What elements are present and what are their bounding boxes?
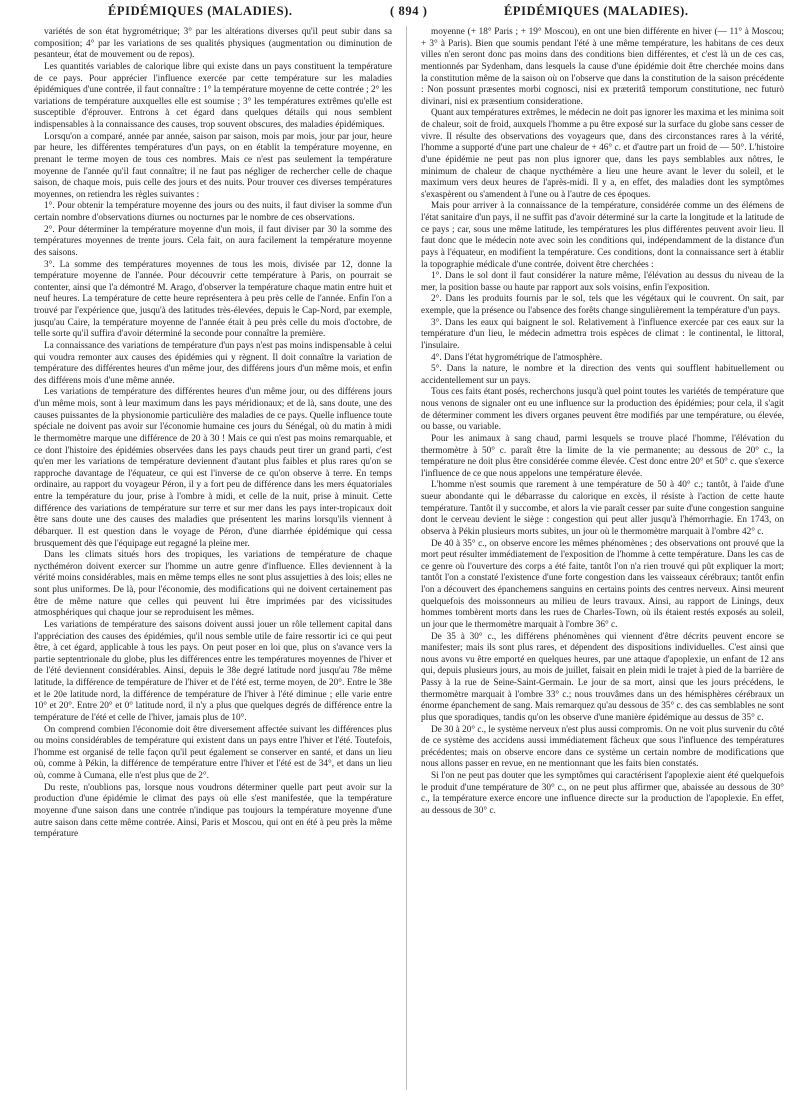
paragraph: La connaissance des variations de température d'un pays n'est pas moins indispensable à celui qui voudra remonter aux causes des épidémies qui y règnent. Il doit connaître la variation de température des différentes heures d'un même jour, des différens jours d'un même mois, et enfin des différens mois d'une même année. bbox=[34, 340, 392, 386]
paragraph: Les variations de température des saisons doivent aussi jouer un rôle tellement capital dans l'appréciation des causes des épidémies, qu'il nous semble utile de faire ressortir ici ce qui peut être, à cet égard, applicable à tous les pays. On peut poser en loi que, plus on s'avance vers la partie septentrionale du globe, plus les différences entre les températures moyennes de l'hiver et de l'été deviennent considérables. Ainsi, depuis le 38e degré latitude nord jusqu'au 78e même latitude, la différence de température de l'hiver et de l'été est, terme moyen, de 20°. Entre le 38e et le 20e latitude nord, la différence de température de l'hiver à l'été diminue ; elle varie entre 10° et 20°. Entre 20° et 0° latitude nord, il n'y a plus que quelques degrés de différence entre la température de l'été et celle de l'hiver, jamais plus de 10°. bbox=[34, 619, 392, 723]
paragraph: 3°. Dans les eaux qui baignent le sol. Relativement à l'influence exercée par ces eaux sur la température d'un lieu, le médecin admettra trois espèces de climat : le continental, le littoral, l'insulaire. bbox=[421, 317, 784, 351]
column-divider bbox=[406, 26, 407, 1090]
header-left-title: ÉPIDÉMIQUES (MALADIES). bbox=[108, 4, 293, 18]
paragraph: moyenne (+ 18° Paris ; + 19° Moscou), en ont une bien différente en hiver (— 11° à Moscou; + 3° à Paris). Bien que soumis pendant l'été à une même température, les habitans de ces deux villes n'en seront donc pas moins dans des conditions bien différentes, et c'est là un de ces cas, mentionnés par Sydenham, dans lesquels la cause d'une épidémie doit être cherchée moins dans la constitution même de la saison où on l'observe que dans la constitution de la saison précédente : Non possunt præsentes morbi cognosci, nisi ex præteritâ temporum constitutione, nec futurò divinari, nisi ex præsentium consideratione. bbox=[421, 27, 784, 107]
header-right-title: ÉPIDÉMIQUES (MALADIES). bbox=[504, 4, 689, 18]
left-column bbox=[34, 27, 392, 1089]
paragraph: On comprend combien l'économie doit être diversement affectée suivant les différences plus ou moins considérables de température qui existent dans un pays entre l'hiver et l'été. Toutefois, l'homme est organisé de telle façon qu'il peut également se conserver en santé, et dans un lieu où, comme à Pékin, la différence de température entre l'hiver et l'été est de 34°, et dans un lieu où, comme à Cumana, elle n'est plus que de 2°. bbox=[34, 724, 392, 781]
paragraph: 3°. La somme des températures moyennes de tous les mois, divisée par 12, donne la température moyenne de l'année. Pour découvrir cette température à Paris, on pourrait se contenter, ainsi que l'a démontré M. Arago, d'observer la température chaque matin entre huit et neuf heures. La température de cette heure représentera à peu près celle de l'année. Enfin l'on a trouvé par l'expérience que, jusqu'à des latitudes très-élevées, depuis le Cap-Nord, par exemple, jusqu'au Caire, la température moyenne de l'année était à peu près celle du mois d'octobre, de telle sorte qu'il suffira d'avoir déterminé la seconde pour connaître la première. bbox=[34, 259, 392, 340]
paragraph: 1°. Dans le sol dont il faut considérer la nature même, l'élévation au dessus du niveau de la mer, la position basse ou haute par rapport aux sols voisins, enfin l'exposition. bbox=[421, 271, 784, 293]
page-number: ( 894 ) bbox=[390, 4, 428, 18]
paragraph: 1°. Pour obtenir la température moyenne des jours ou des nuits, il faut diviser la somme d'un certain nombre d'observations diurnes ou nocturnes par le nombre de ces observations. bbox=[34, 201, 392, 223]
paragraph: Dans les climats situés hors des tropiques, les variations de température de chaque nycthéméron doivent exercer sur l'homme un autre genre d'influence. Elles deviennent à la vérité moins considérables, mais en même temps elles ne sont plus assujetties à des lois; elles ne sont plus uniformes. De là, pour l'économie, des modifications qui ne doivent certainement pas être de même nature que celles qui peuvent lui être imprimées par des vicissitudes atmosphériques qui chaque jour se reproduisent les mêmes. bbox=[34, 550, 392, 619]
paragraph: Du reste, n'oublions pas, lorsque nous voudrons déterminer quelle part peut avoir sur la production d'une épidémie le climat des pays où elle s'est manifestée, que la température moyenne d'une saison dans une contrée n'indique pas toujours la température moyenne d'une autre saison dans cette même contrée. Ainsi, Paris et Moscou, qui ont en été à peu près la même température bbox=[34, 782, 392, 840]
paragraph: De 30 à 20° c., le système nerveux n'est plus aussi compromis. On ne voit plus survenir du côté de ce système des accidens aussi immédiatement fâcheux que sous l'influence des températures précédentes; mais on observe encore dans ce système un certain nombre de modifications que nous allons passer en revue, en ne mentionnant que les faits bien constatés. bbox=[421, 724, 784, 770]
paragraph: Mais pour arriver à la connaissance de la température, considérée comme un des élémens de l'état sanitaire d'un pays, il ne suffit pas d'avoir déterminé sur la carte la longitude et la latitude de ce pays ; car, sous une même latitude, les températures les plus différentes peuvent avoir lieu. Il faut donc que le médecin note avec soin les conditions qui, indépendamment de la distance d'un pays à l'équateur, en modifient la température. Ces conditions, dont la connaissance sert à établir la topographie médicale d'une contrée, doivent être cherchées : bbox=[421, 201, 784, 270]
paragraph: Quant aux températures extrêmes, le médecin ne doit pas ignorer les maxima et les minima soit de chaleur, soit de froid, auxquels l'homme a pu être exposé sur la surface du globe sans cesser de vivre. Il résulte des observations des voyageurs que, dans des circonstances rares à la vérité, l'homme a supporté d'une part une chaleur de + 46° c. et d'autre part un froid de — 50°. L'histoire d'une épidémie ne peut pas non plus ignorer que, dans les pays semblables aux nôtres, le minimum de chaleur de chaque nycthémère a lieu une heure avant le lever du soleil, et le maximum vers deux heures de l'après-midi. Il y a, en effet, des maladies dont les symptômes s'exaspèrent ou s'amendent à l'une ou à l'autre de ces époques. bbox=[421, 108, 784, 200]
paragraph: variétés de son état hygrométrique; 3° par les altérations diverses qu'il peut subir dans sa composition; 4° par les variations de ses qualités physiques (augmentation ou diminution de pesanteur, état de mouvement ou de repos). bbox=[34, 27, 392, 61]
running-header bbox=[0, 4, 800, 20]
paragraph: 5°. Dans la nature, le nombre et la direction des vents qui soufflent habituellement ou accidentellement sur un pays. bbox=[421, 364, 784, 386]
paragraph: Pour les animaux à sang chaud, parmi lesquels se trouve placé l'homme, l'élévation du thermomètre à 50° c. paraît être la limite de la vie permanente; au dessous de 20° c., la température ne doit plus être considérée comme élevée. C'est donc entre 20° et 50° c. que s'exerce l'influence de ce que nous appelons une température élevée. bbox=[421, 433, 784, 479]
right-column bbox=[421, 27, 784, 1089]
paragraph: De 40 à 35° c., on observe encore les mêmes phénomènes ; des observations ont prouvé que la mort peut résulter immédiatement de l'exposition de l'homme à cette température. Dans les cas de ce genre où l'ouverture des corps a été faite, tantôt l'on n'a rien trouvé qui pût expliquer la mort; tantôt l'on a constaté l'existence d'une forte congestion dans les vaisseaux cérébraux; tantôt enfin l'on a découvert des épanchemens sanguins en certains points des centres nerveux. Ainsi meurent quelquefois des moissonneurs au milieu de leurs travaux. Ainsi, au rapport de Linings, deux hommes tombèrent morts dans les rues de Charles-Town, où ils étaient restés exposés au soleil, un jour que le thermomètre marquait à l'ombre 36° c. bbox=[421, 538, 784, 630]
paragraph: Tous ces faits étant posés, recherchons jusqu'à quel point toutes les variétés de température que nous venons de signaler ont eu une influence sur la production des épidémies; pour cela, il s'agit de déterminer comment les divers organes peuvent être modifiés par une température, ou élevée, ou basse, ou variable. bbox=[421, 387, 784, 433]
paragraph: Lorsqu'on a comparé, année par année, saison par saison, mois par mois, jour par jour, heure par heure, les différentes températures d'un pays, on en établit la température moyenne, en prenant le terme moyen de tous ces nombres. Mais ce n'est pas seulement la température moyenne de l'année qu'il faut connaître; il ne faut pas négliger de rechercher celle de chaque saison, de chaque mois, puis celle des jours et des nuits. Pour trouver ces diverses températures moyennes, on retiendra les règles suivantes : bbox=[34, 131, 392, 200]
paragraph: 4°. Dans l'état hygrométrique de l'atmosphère. bbox=[431, 352, 603, 363]
paragraph: Les quantités variables de calorique libre qui existe dans un pays constituent la température de ce pays. Pour apprécier l'influence exercée par cette température sur les maladies épidémiques d'une contrée, il faut connaître : 1° la température moyenne de cette contrée ; 2° les variations de température auxquelles elle est soumise ; 3° les températures extrêmes qu'elle est susceptible d'éprouver. Entrons à cet égard dans quelques détails qui nous semblent indispensables à la connaissance des causes, trop souvent obscures, des maladies épidémiques. bbox=[34, 61, 392, 130]
paragraph: Si l'on ne peut pas douter que les symptômes qui caractérisent l'apoplexie aient été quelquefois le produit d'une température de 30° c., on ne peut plus affirmer que, abaissée au dessous de 30° c., la température exerce encore une influence directe sur la production de l'apoplexie. En effet, au dessous de 30° c. bbox=[421, 771, 784, 816]
paragraph: 2°. Dans les produits fournis par le sol, tels que les végétaux qui le couvrent. On sait, par exemple, que la présence ou l'absence des forêts change singulièrement la température d'un pays. bbox=[421, 294, 784, 316]
paragraph: L'homme n'est soumis que rarement à une température de 50 à 40° c.; tantôt, à l'aide d'une sueur abondante qui le débarrasse du calorique en excès, il résiste à l'action de cette haute température. Tantôt il y succombe, et alors la vie paraît cesser par suite d'une congestion sanguine dont le cerveau devient le siège : congestion qui peut aller jusqu'à l'hémorrhagie. En 1743, on observa à Pékin plusieurs morts subites, un jour où le thermomètre marquait à l'ombre 42° c. bbox=[421, 480, 784, 537]
paragraph: De 35 à 30° c., les différens phénomènes qui viennent d'être décrits peuvent encore se manifester; mais ils sont plus rares, et dépendent des dispositions individuelles. C'est ainsi que nous avons vu être emporté en quelques heures, par une attaque d'apoplexie, un enfant de 12 ans qui, depuis plusieurs jours, au mois de juillet, faisait en plein midi le trajet à pied de la barrière de Passy à la rue de Seine-Saint-Germain. Le jour de sa mort, ainsi que les jours précédens, le thermomètre marquait à l'ombre 33° c.; nous trouvâmes dans un des hémisphères cérébraux un énorme épanchement de sang. Mais remarquez qu'au dessous de 35° c. des cas semblables ne sont plus que sporadiques, tandis qu'on les observe d'une manière épidémique au dessus de 35° c. bbox=[421, 631, 784, 723]
paragraph: 2°. Pour déterminer la température moyenne d'un mois, il faut diviser par 30 la somme des températures moyennes de trente jours. Cela fait, on aura facilement la température moyenne des saisons. bbox=[34, 224, 392, 258]
paragraph: Les variations de température des différentes heures d'un même jour, ou des différens jours d'un même mois, sont à leur maximum dans les pays méridionaux; et de là, sans doute, une des causes puissantes de la physionomie particulière des maladies de ce pays. Quelle influence toute spéciale ne doivent pas avoir sur l'économie humaine ces jours du Sénégal, où du matin à midi le thermomètre marque une différence de 20 à 30 ! Mais ce qui n'est pas moins remarquable, et ce dont l'histoire des épidémies observées dans les pays chauds peut tirer un grand parti, c'est qu'en mer les variations de température deviennent d'autant plus faibles et plus rares qu'on se rapproche davantage de l'équateur, ce qui est l'inverse de ce qu'on observe à terre. En temps ordinaire, au rapport du voyageur Péron, il y a fort peu de différence dans les mers équatoriales entre la température du jour, prise à l'ombre à midi, et celle de la nuit, prise à minuit. Cette différence des variations de température sur terre et sur mer dans les pays inter-tropicaux doit être sans doute une des causes des maladies que présentent les marins lorsqu'ils viennent à débarquer. Il est question dans le voyage de Péron, d'une diarrhée épidémique qui cessa brusquement dès que l'équipage eut regagné la pleine mer. bbox=[34, 387, 392, 549]
